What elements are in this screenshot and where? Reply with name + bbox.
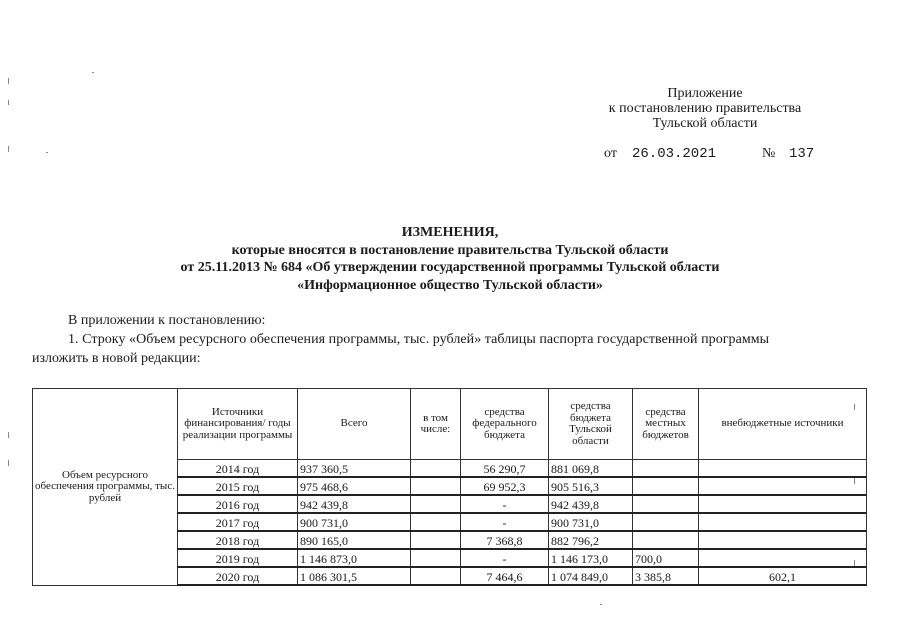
document-title bbox=[60, 224, 840, 294]
appendix-line: Тульской области bbox=[652, 116, 758, 131]
cell-federal: 69 952,3 bbox=[461, 477, 549, 495]
cell-local bbox=[633, 495, 699, 513]
date-prefix: от bbox=[604, 146, 617, 161]
header-local: средства местных бюджетов bbox=[633, 389, 699, 460]
title-line: «Информационное общество Тульской области» bbox=[297, 277, 603, 293]
document-date: 26.03.2021 bbox=[632, 146, 717, 162]
cell-local: 700,0 bbox=[633, 549, 699, 567]
cell-regional: 942 439,8 bbox=[549, 495, 633, 513]
cell-total: 890 165,0 bbox=[298, 531, 411, 549]
header-sources: Источники финансирования/ годы реализации программы bbox=[178, 389, 298, 460]
cell-federal: 7 368,8 bbox=[461, 531, 549, 549]
cell-regional: 881 069,8 bbox=[549, 460, 633, 478]
cell-regional: 905 516,3 bbox=[549, 477, 633, 495]
cell-regional: 882 796,2 bbox=[549, 531, 633, 549]
cell-extra bbox=[699, 549, 867, 567]
cell-local bbox=[633, 513, 699, 531]
cell-including bbox=[411, 567, 461, 585]
appendix-line: к постановлению правительства bbox=[608, 101, 802, 116]
cell-total: 937 360,5 bbox=[298, 460, 411, 478]
cell-year: 2014 год bbox=[178, 460, 298, 478]
cell-local bbox=[633, 460, 699, 478]
intro-paragraph: В приложении к постановлению: bbox=[68, 313, 266, 328]
cell-extra bbox=[699, 513, 867, 531]
cell-total: 975 468,6 bbox=[298, 477, 411, 495]
scan-speck bbox=[8, 100, 9, 105]
appendix-line: Приложение bbox=[667, 86, 743, 101]
header-extra: внебюджетные источники bbox=[699, 389, 867, 460]
cell-year: 2015 год bbox=[178, 477, 298, 495]
scan-speck bbox=[8, 78, 9, 84]
scan-speck bbox=[46, 152, 48, 153]
cell-federal: 7 464,6 bbox=[461, 567, 549, 585]
cell-year: 2018 год bbox=[178, 531, 298, 549]
cell-year: 2016 год bbox=[178, 495, 298, 513]
title-line: от 25.11.2013 № 684 «Об утверждении государственной программы Тульской области bbox=[180, 260, 720, 275]
scan-speck bbox=[92, 72, 94, 73]
item1-paragraph-continued: изложить в новой редакции: bbox=[32, 351, 201, 366]
scan-speck bbox=[600, 604, 602, 605]
table-side-label: Объем ресурсного обеспечения программы, тыс. рублей bbox=[33, 389, 178, 586]
cell-year: 2020 год bbox=[178, 567, 298, 585]
header-total: Всего bbox=[298, 389, 411, 460]
title-line: которые вносятся в постановление правительства Тульской области bbox=[231, 242, 669, 258]
cell-including bbox=[411, 477, 461, 495]
cell-including bbox=[411, 513, 461, 531]
cell-local: 3 385,8 bbox=[633, 567, 699, 585]
cell-extra bbox=[699, 477, 867, 495]
cell-total: 900 731,0 bbox=[298, 513, 411, 531]
table-header-row bbox=[33, 389, 867, 460]
cell-regional: 900 731,0 bbox=[549, 513, 633, 531]
header-regional: средства бюджета Тульской области bbox=[549, 389, 633, 460]
cell-year: 2017 год bbox=[178, 513, 298, 531]
cell-regional: 1 074 849,0 bbox=[549, 567, 633, 585]
cell-total: 1 086 301,5 bbox=[298, 567, 411, 585]
header-federal: средства федерального бюджета bbox=[461, 389, 549, 460]
scan-speck bbox=[8, 146, 9, 152]
scan-speck bbox=[8, 432, 9, 438]
cell-regional: 1 146 173,0 bbox=[549, 549, 633, 567]
cell-extra bbox=[699, 531, 867, 549]
cell-including bbox=[411, 460, 461, 478]
cell-federal: - bbox=[461, 513, 549, 531]
cell-year: 2019 год bbox=[178, 549, 298, 567]
cell-extra: 602,1 bbox=[699, 567, 867, 585]
appendix-block bbox=[560, 86, 850, 131]
cell-extra bbox=[699, 495, 867, 513]
cell-including bbox=[411, 549, 461, 567]
number-sign: № bbox=[762, 146, 776, 161]
scan-speck bbox=[8, 460, 9, 466]
cell-including bbox=[411, 495, 461, 513]
resource-table bbox=[32, 388, 867, 586]
title-heading: ИЗМЕНЕНИЯ, bbox=[401, 225, 499, 240]
cell-local bbox=[633, 477, 699, 495]
document-number: 137 bbox=[789, 146, 815, 162]
cell-federal: - bbox=[461, 495, 549, 513]
cell-extra bbox=[699, 460, 867, 478]
cell-including bbox=[411, 531, 461, 549]
cell-total: 1 146 873,0 bbox=[298, 549, 411, 567]
cell-total: 942 439,8 bbox=[298, 495, 411, 513]
cell-federal: - bbox=[461, 549, 549, 567]
cell-local bbox=[633, 531, 699, 549]
cell-federal: 56 290,7 bbox=[461, 460, 549, 478]
item1-paragraph: 1. Строку «Объем ресурсного обеспечения программы, тыс. рублей» таблицы паспорта государственной программы bbox=[68, 332, 770, 347]
header-including: в том числе: bbox=[411, 389, 461, 460]
